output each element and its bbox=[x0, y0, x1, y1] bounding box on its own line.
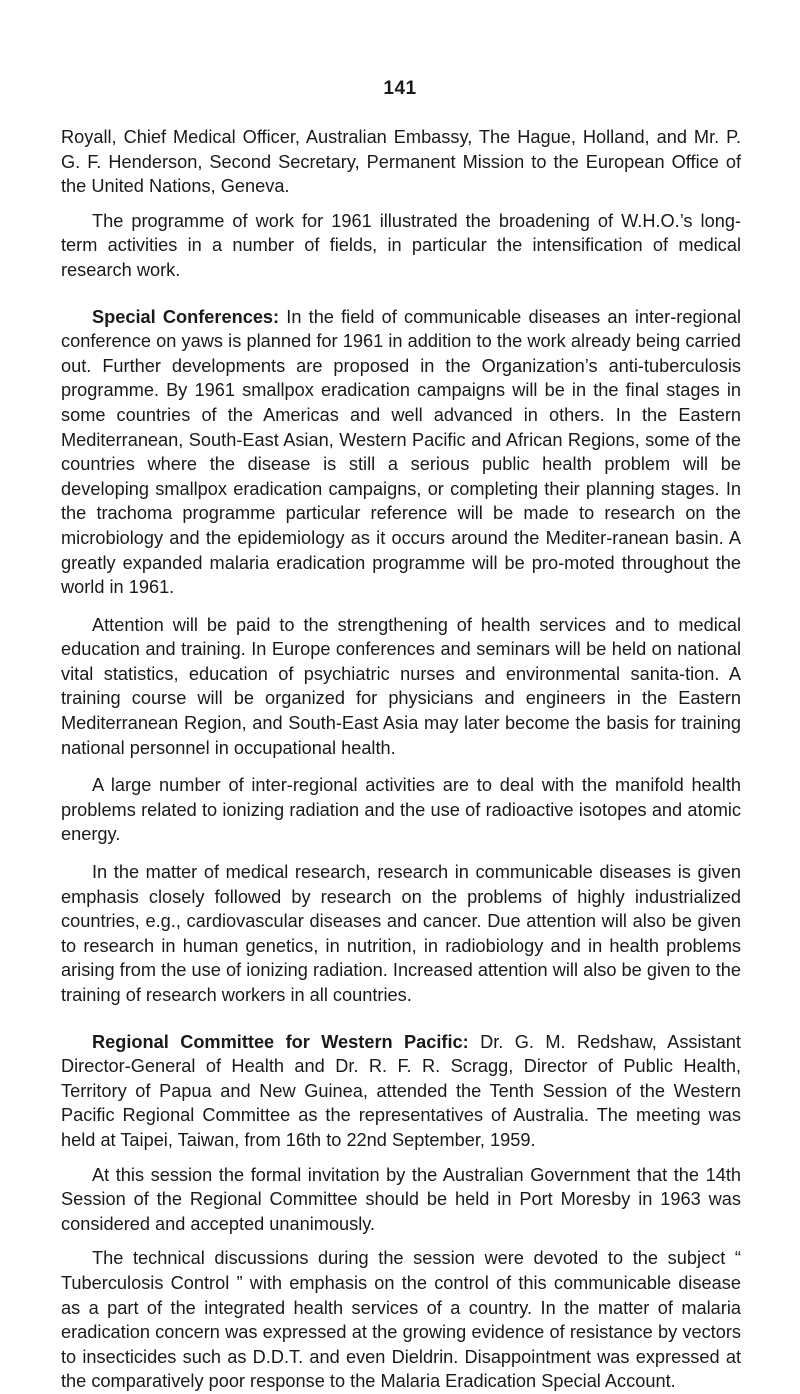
paragraph-text: In the field of communicable diseases an inter-regional conference on yaws is planned for 1961 in addition to the work already being carried out. Further developments are proposed in the Organization’s anti-tuberculosis programme. By 1961 smallpox eradication campaigns will be in the final stages in some countries of the Americas and well advanced in others. In the Eastern Mediterranean, South-East Asian, Western Pacific and African Regions, some of the countries where the disease is still a serious public health problem will be developing smallpox eradication campaigns, or completing their planning stages. In the trachoma programme particular reference will be made to research on the microbiology and the epidemiology as it occurs around the Mediter-ranean basin. A greatly expanded malaria eradication programme will be pro-moted throughout the world in 1961. bbox=[61, 306, 741, 598]
paragraph-5 bbox=[61, 773, 741, 847]
paragraph-text: At this session the formal invitation by the Australian Government that the 14th Session of the Regional Committee should be held in Port Moresby in 1963 was considered and accepted unanimously. bbox=[61, 1164, 741, 1234]
paragraph-regional-committee bbox=[61, 1030, 741, 1153]
paragraph-text: Royall, Chief Medical Officer, Australian Embassy, The Hague, Holland, and Mr. P. G. F. Henderson, Second Secretary, Permanent Mission to the European Office of the United Nations, Geneva. bbox=[61, 127, 741, 197]
paragraph-special-conferences bbox=[61, 305, 741, 600]
paragraph-2 bbox=[61, 209, 741, 283]
paragraph-text: Dr. G. M. Redshaw, Assistant Director-General of Health and Dr. R. F. R. Scragg, Director of Public Health, Territory of Papua and New Guinea, attended the Tenth Session of the Western Pacific Regional Committee as the representatives of Australia. The meeting was held at Taipei, Taiwan, from 16th to 22nd September, 1959. bbox=[61, 1031, 741, 1150]
paragraph-text: In the matter of medical research, research in communicable diseases is given emphasis closely followed by research on the problems of highly industrialized countries, e.g., cardiovascular diseases and cancer. Due attention will also be given to research in human genetics, in nutrition, in radiobiology and in health problems arising from the use of ionizing radiation. Increased attention will also be given to the training of research workers in all countries. bbox=[61, 862, 741, 1005]
paragraph-1 bbox=[61, 125, 741, 199]
paragraph-9 bbox=[61, 1246, 741, 1394]
paragraph-text: The programme of work for 1961 illustrated the broadening of W.H.O.’s long-term activities in a number of fields, in particular the intensification of medical research work. bbox=[61, 210, 741, 280]
paragraph-6 bbox=[61, 860, 741, 1008]
section-heading-special-conferences: Special Conferences: bbox=[92, 306, 280, 327]
paragraph-text: The technical discussions during the session were devoted to the subject “ Tuberculosis Control ” with emphasis on the control of this communicable disease as a part of the integrated health services of a country. In the matter of malaria eradication concern was expressed at the growing evidence of resistance by vectors to insecticides such as D.D.T. and even Dieldrin. Disappointment was expressed at the comparatively poor response to the Malaria Eradication Special Account. bbox=[61, 1248, 741, 1392]
paragraph-8 bbox=[61, 1163, 741, 1237]
body-text bbox=[61, 125, 741, 1394]
paragraph-text: A large number of inter-regional activities are to deal with the manifold health problems related to ionizing radiation and the use of radioactive isotopes and atomic energy. bbox=[61, 775, 741, 845]
section-heading-regional-committee: Regional Committee for Western Pacific: bbox=[92, 1031, 469, 1052]
paragraph-text: Attention will be paid to the strengthening of health services and to medical education and training. In Europe conferences and seminars will be held on national vital statistics, education of psychiatric nurses and environmental sanita-tion. A training course will be organized for physicians and engineers in the Eastern Mediterranean Region, and South-East Asia may later become the basis for training national personnel in occupational health. bbox=[61, 614, 741, 758]
paragraph-4 bbox=[61, 613, 741, 761]
page-number: 141 bbox=[383, 78, 417, 99]
